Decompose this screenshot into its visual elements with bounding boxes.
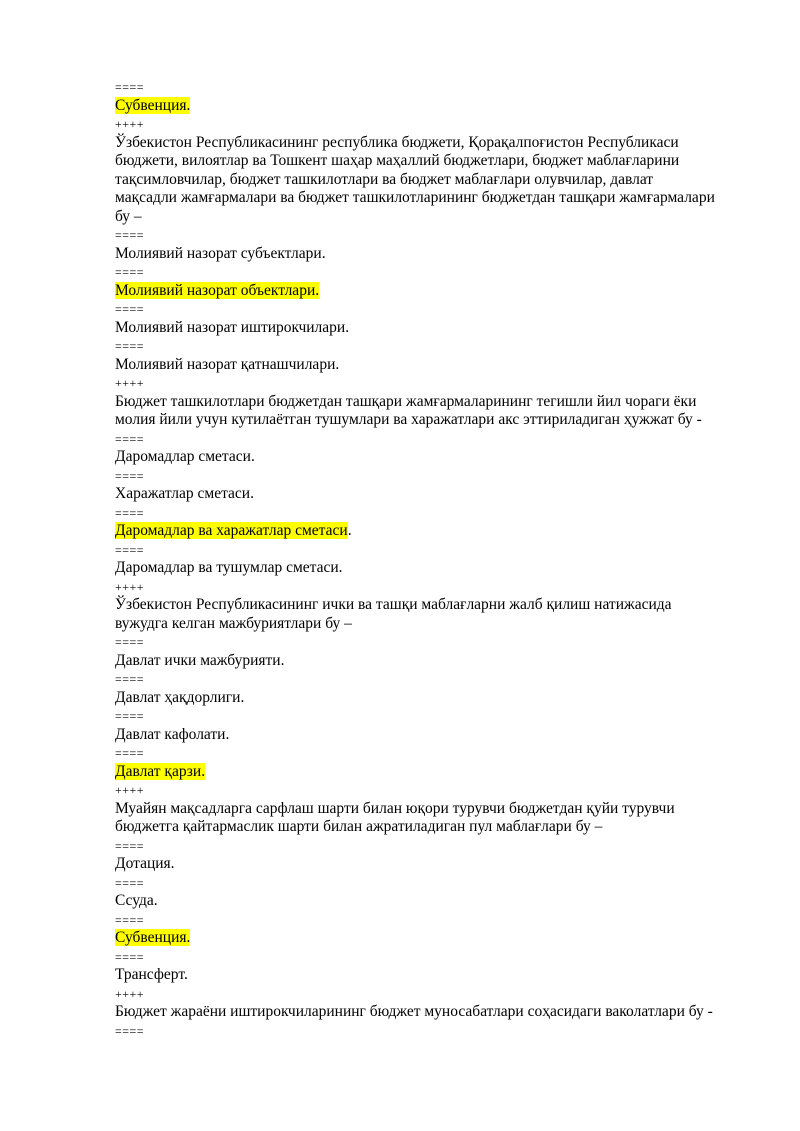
highlighted-answer-line [115, 522, 755, 541]
line-text: Дотация. [115, 855, 175, 872]
highlighted-text: Субвенция. [115, 96, 191, 114]
line-text: ++++ [115, 579, 145, 594]
text-line [115, 189, 755, 208]
text-line [115, 411, 755, 430]
text-line [115, 966, 755, 985]
separator-line [115, 948, 755, 967]
line-text: Бюджет ташкилотлари бюджетдан ташқари жамғармаларининг тегишли йил чораги ёки [115, 392, 697, 410]
line-text: Давлат ҳақдорлиги. [115, 688, 245, 706]
line-text: ==== [115, 635, 145, 649]
text-line [115, 152, 755, 171]
text-line [115, 1003, 755, 1022]
line-text: Ўзбекистон Республикасининг республика бюджети, Қорақалпоғистон Республикаси [115, 133, 679, 151]
highlighted-text: Даромадлар ва харажатлар сметаси [115, 522, 348, 539]
line-text: ++++ [115, 376, 145, 390]
separator-line [115, 744, 755, 763]
line-text: ==== [115, 505, 145, 520]
line-text: ==== [115, 431, 145, 446]
text-line [115, 393, 755, 412]
line-text: ==== [115, 672, 145, 686]
line-text: ==== [115, 838, 145, 853]
line-text: бюджети, вилоятлар ва Тошкент шаҳар маҳаллий бюджетлари, бюджет маблағларини [115, 152, 680, 169]
text-line [115, 818, 755, 837]
separator-line [115, 707, 755, 726]
line-text: ==== [115, 949, 145, 964]
text-line [115, 596, 755, 615]
line-text: мақсадли жамғармалари ва бюджет ташкилотларининг бюджетдан ташқари жамғармалари [115, 189, 715, 206]
highlighted-text: Давлат қарзи. [115, 762, 206, 780]
line-text: ==== [115, 265, 145, 279]
line-text: ==== [115, 228, 145, 242]
highlighted-answer-line [115, 763, 755, 782]
separator-line [115, 337, 755, 356]
line-text: Даромадлар ва тушумлар сметаси. [115, 559, 343, 576]
line-text: Давлат ички мажбурияти. [115, 651, 285, 669]
text-line [115, 689, 755, 708]
separator-line [115, 263, 755, 282]
separator-line [115, 467, 755, 486]
line-suffix: . [347, 522, 352, 539]
separator-line [115, 985, 755, 1004]
document-page [115, 78, 755, 1040]
line-text: Давлат кафолати. [115, 725, 230, 743]
separator-line [115, 430, 755, 449]
separator-line [115, 781, 755, 800]
separator-line [115, 78, 755, 97]
line-text: ==== [115, 746, 145, 760]
line-text: Трансферт. [115, 966, 188, 983]
line-text: Молиявий назорат субъектлари. [115, 244, 326, 262]
highlighted-answer-line [115, 97, 755, 116]
highlighted-answer-line [115, 929, 755, 948]
text-line [115, 652, 755, 671]
text-line [115, 245, 755, 264]
line-text: ++++ [115, 117, 145, 131]
separator-line [115, 874, 755, 893]
line-text: Даромадлар сметаси. [115, 448, 255, 465]
text-line [115, 615, 755, 634]
text-line [115, 892, 755, 911]
line-text: ==== [115, 80, 145, 94]
line-text: ==== [115, 468, 145, 483]
text-line [115, 485, 755, 504]
text-line [115, 800, 755, 819]
line-text: Муайян мақсадларга сарфлаш шарти билан юқори турувчи бюджетдан қуйи турувчи [115, 799, 675, 817]
text-line [115, 855, 755, 874]
separator-line [115, 374, 755, 393]
line-text: Молиявий назорат қатнашчилари. [115, 355, 340, 373]
text-line [115, 208, 755, 227]
separator-line [115, 300, 755, 319]
line-text: бу – [115, 207, 142, 225]
separator-line [115, 115, 755, 134]
line-text: Ссуда. [115, 892, 158, 909]
text-line [115, 134, 755, 153]
line-text: ==== [115, 912, 145, 927]
line-text: тақсимловчилар, бюджет ташкилотлари ва бюджет маблағлари олувчилар, давлат [115, 170, 654, 188]
line-text: ==== [115, 875, 145, 890]
text-line [115, 171, 755, 190]
highlighted-text: Молиявий назорат объектлари. [115, 281, 320, 299]
line-text: молия йили учун кутилаётган тушумлари ва харажатлари акс эттириладиган ҳужжат бу - [115, 411, 702, 428]
text-line [115, 559, 755, 578]
line-text: ==== [115, 1023, 145, 1038]
highlighted-answer-line [115, 282, 755, 301]
line-text: вужудга келган мажбуриятлари бу – [115, 614, 352, 632]
line-text: ==== [115, 542, 145, 557]
line-text: ==== [115, 339, 145, 353]
separator-line [115, 633, 755, 652]
text-line [115, 726, 755, 745]
line-text: ==== [115, 709, 145, 723]
separator-line [115, 670, 755, 689]
separator-line [115, 541, 755, 560]
separator-line [115, 1022, 755, 1041]
line-text: Харажатлар сметаси. [115, 485, 254, 502]
separator-line [115, 226, 755, 245]
line-text: ==== [115, 302, 145, 316]
separator-line [115, 911, 755, 930]
text-line [115, 319, 755, 338]
line-text: бюджетга қайтармаслик шарти билан ажратиладиган пул маблағлари бу – [115, 818, 603, 835]
highlighted-text: Субвенция. [115, 929, 191, 946]
line-text: Молиявий назорат иштирокчилари. [115, 318, 350, 336]
text-line [115, 448, 755, 467]
line-text: Бюджет жараёни иштирокчиларининг бюджет муносабатлари соҳасидаги ваколатлари бу - [115, 1003, 713, 1020]
line-text: ++++ [115, 783, 145, 797]
separator-line [115, 578, 755, 597]
separator-line [115, 504, 755, 523]
line-text: Ўзбекистон Республикасининг ички ва ташқи маблағларни жалб қилиш натижасида [115, 596, 672, 613]
separator-line [115, 837, 755, 856]
text-line [115, 356, 755, 375]
line-text: ++++ [115, 986, 145, 1001]
